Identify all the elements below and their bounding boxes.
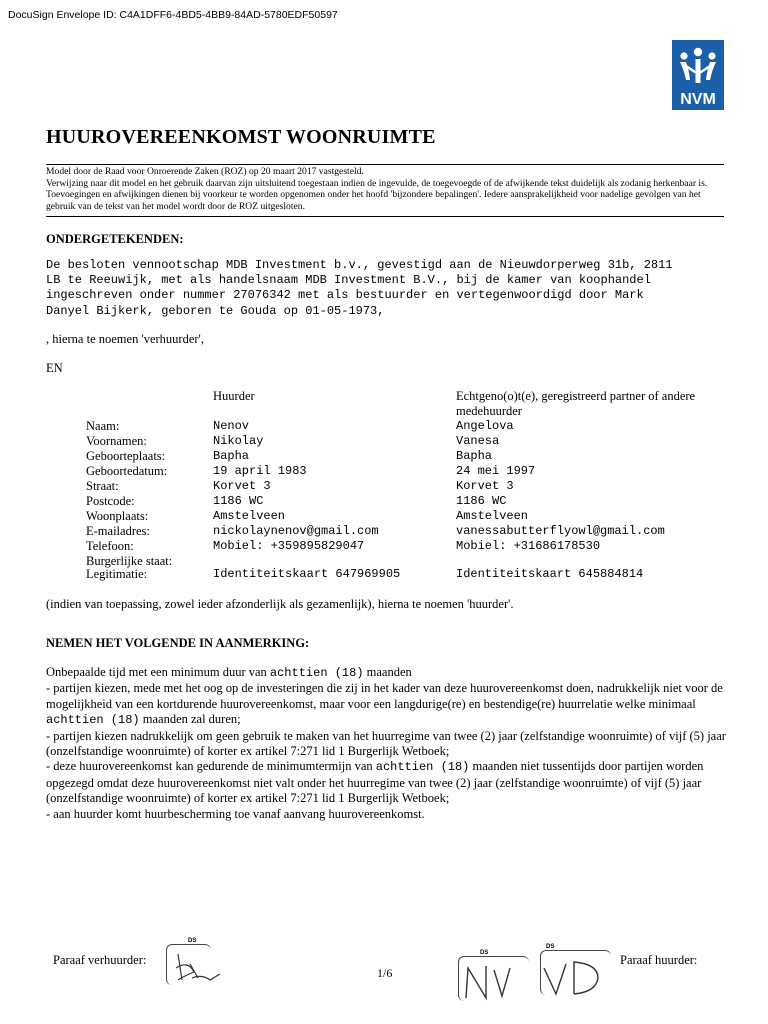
page-number: 1/6 — [377, 966, 393, 980]
divider — [46, 216, 724, 217]
paraaf-huurder-label: Paraaf huurder: — [620, 953, 698, 967]
partner-value: Identiteitskaart 645884814 — [456, 567, 644, 581]
partner-value: Vanesa — [456, 434, 500, 448]
row-label: Legitimatie: — [86, 567, 148, 581]
row-label: Postcode: — [86, 494, 135, 508]
row-label: Telefoon: — [86, 539, 134, 553]
partner-value: 24 mei 1997 — [456, 464, 536, 478]
heading-aanmerking: NEMEN HET VOLGENDE IN AANMERKING: — [46, 636, 310, 650]
verhuurder-initials-signature — [170, 950, 230, 984]
tenant-value: Bapha — [213, 449, 250, 463]
ds-label: DS — [480, 950, 489, 956]
partner-value: vanessabutterflyowl@gmail.com — [456, 524, 665, 538]
tenant-value: nickolaynenov@gmail.com — [213, 524, 379, 538]
row-label: Straat: — [86, 479, 119, 493]
envelope-id: DocuSign Envelope ID: C4A1DFF6-4BD5-4BB9-84AD-5780EDF50597 — [8, 9, 338, 21]
row-label: Naam: — [86, 419, 120, 433]
notice-line-1: Model door de Raad voor Onroerende Zaken (ROZ) op 20 maart 2017 vastgesteld. — [46, 166, 364, 177]
header-tenant: Huurder — [213, 389, 255, 403]
consideration-protection: - aan huurder komt huurbescherming toe vanaf aanvang huurovereenkomst. — [46, 806, 425, 821]
landlord-description: De besloten vennootschap MDB Investment b.v., gevestigd aan de Nieuwdorperweg 31b, 2811 LB te Reeuwijk, met als handelsnaam MDB Investment B.V., bij de kamer van koophandel ingeschreven onder nummer 27076342 met als bestuurder en vertegenwoordigd door Mark Danyel Bijkerk, geboren te Gouda op 01-05-1973, — [46, 258, 673, 318]
consideration-no-termination: - deze huurovereenkomst kan gedurende de minimumtermijn van achttien (18) maanden niet tussentijds door partijen worden opgezegd omdat deze huurovereenkomst niet valt onder het huurregime van twee (2) jaar (zelfstandige woonruimte) of vijf (5) jaar (onzelfstandige woonruimte) of korter ex artikel 7:271 lid 1 Burgerlijk Wetboek; — [46, 759, 704, 806]
ds-label: DS — [188, 938, 197, 944]
partner-value: Angelova — [456, 419, 514, 433]
row-label: Burgerlijke staat: — [86, 554, 173, 568]
verhuurder-line: , hierna te noemen 'verhuurder', — [46, 332, 204, 346]
consideration-long-term: - partijen kiezen, mede met het oog op de investeringen die zij in het kader van deze huurovereenkomst doen, nadrukkelijk niet voor de mogelijkheid van een kortdurende huurovereenkomst, maar voor een langdurige(re) en bestendige(re) huurrelatie welke minimaal achttien (18) maanden zal duren; — [46, 681, 723, 728]
partner-value: Bapha — [456, 449, 493, 463]
tenant-value: Amstelveen — [213, 509, 286, 523]
document-title: HUUROVEREENKOMST WOONRUIMTE — [46, 126, 436, 148]
tenant-value: Mobiel: +359895829047 — [213, 539, 365, 553]
tenant-value: 1186 WC — [213, 494, 264, 508]
row-label: Geboortedatum: — [86, 464, 168, 478]
row-label: E-mailadres: — [86, 524, 150, 538]
tenant-value: Identiteitskaart 647969905 — [213, 567, 401, 581]
logo-text: NVM — [680, 91, 716, 108]
huurder-initials-signature-1 — [460, 958, 530, 1004]
ds-label: DS — [546, 944, 555, 950]
tenant-value: 19 april 1983 — [213, 464, 307, 478]
consideration-no-short-regime: - partijen kiezen nadrukkelijk om geen gebruik te maken van het huurregime van twee (2) jaar (zelfstandige woonruimte) of vijf (5) jaar (onzelfstandige woonruimte) of korter ex artikel 7:271 lid 1 Burgerlijk Wetboek; — [46, 728, 726, 759]
divider — [46, 164, 724, 165]
partner-value: Amstelveen — [456, 509, 529, 523]
paraaf-verhuurder-label: Paraaf verhuurder: — [53, 953, 147, 967]
model-notice — [46, 166, 722, 212]
partner-value: 1186 WC — [456, 494, 507, 508]
huurder-line: (indien van toepassing, zowel ieder afzonderlijk als gezamenlijk), hierna te noemen 'huurder'. — [46, 597, 514, 611]
tenant-value: Nenov — [213, 419, 250, 433]
partner-value: Korvet 3 — [456, 479, 514, 493]
consideration-duration: Onbepaalde tijd met een minimum duur van achttien (18) maanden — [46, 665, 412, 680]
row-label: Geboorteplaats: — [86, 449, 166, 463]
heading-ondergetekenden: ONDERGETEKENDEN: — [46, 232, 184, 246]
tenant-value: Korvet 3 — [213, 479, 271, 493]
huurder-initials-signature-2 — [540, 954, 620, 1000]
partner-value: Mobiel: +31686178530 — [456, 539, 601, 553]
row-label: Woonplaats: — [86, 509, 149, 523]
en-line: EN — [46, 361, 63, 375]
row-label: Voornamen: — [86, 434, 147, 448]
considerations — [46, 665, 726, 822]
nvm-logo — [672, 40, 724, 110]
tenant-value: Nikolay — [213, 434, 264, 448]
header-partner: Echtgeno(o)t(e), geregistreerd partner of andere medehuurder — [456, 389, 696, 418]
notice-line-2: Verwijzing naar dit model en het gebruik daarvan zijn uitsluitend toegestaan indien de ingevulde, de toegevoegde of de afwijkende tekst duidelijk als zodanig herkenbaar is. Toevoegingen en afwijkingen dienen bij voorkeur te worden opgenomen onder het hoofd 'bijzondere bepalingen'. Iedere aansprakelijkheid voor nadelige gevolgen van het gebruik van de tekst van het model wordt door de ROZ uitgesloten. — [46, 177, 708, 212]
